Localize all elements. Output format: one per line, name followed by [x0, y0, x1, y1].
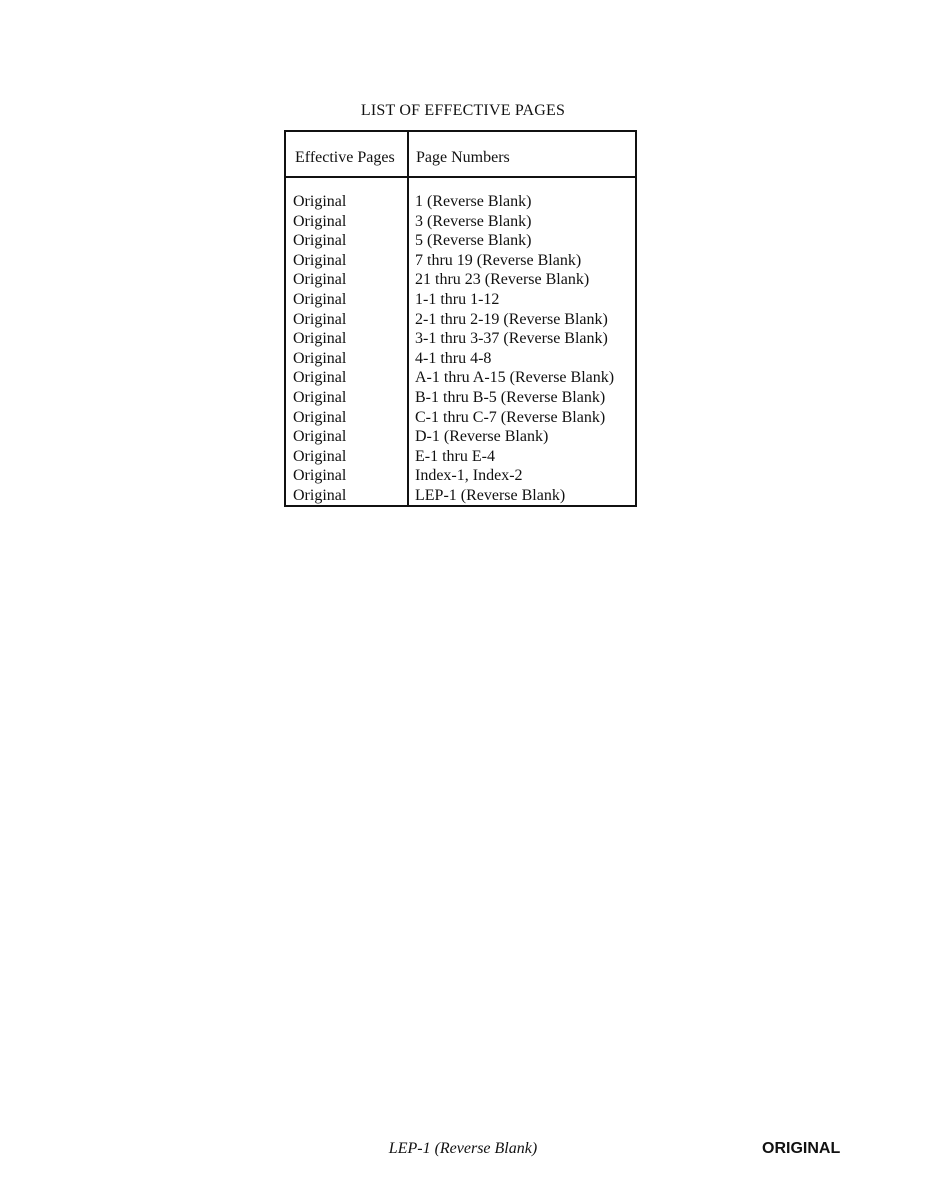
table-row	[286, 251, 635, 271]
effective-page-cell: Original	[293, 369, 347, 387]
table-row	[286, 231, 635, 251]
page-numbers-cell: D-1 (Reverse Blank)	[415, 428, 549, 446]
effective-page-cell: Original	[293, 486, 347, 504]
page-numbers-cell: 21 thru 23 (Reverse Blank)	[415, 271, 590, 289]
table-row	[286, 290, 635, 310]
header-page-numbers: Page Numbers	[416, 149, 510, 166]
page-numbers-cell: A-1 thru A-15 (Reverse Blank)	[415, 369, 615, 387]
footer-page-label: LEP-1 (Reverse Blank)	[388, 1140, 538, 1157]
effective-page-cell: Original	[293, 447, 347, 465]
effective-page-cell: Original	[293, 232, 347, 250]
table-row	[286, 192, 635, 212]
page-numbers-cell: 3 (Reverse Blank)	[415, 212, 532, 230]
table-row	[286, 212, 635, 232]
effective-page-cell: Original	[293, 467, 347, 485]
table-row	[286, 486, 635, 506]
page-numbers-cell: 1 (Reverse Blank)	[415, 193, 532, 210]
header-divider	[286, 176, 635, 178]
page-title: LIST OF EFFECTIVE PAGES	[360, 102, 566, 119]
page-numbers-cell: 5 (Reverse Blank)	[415, 232, 532, 250]
effective-page-cell: Original	[293, 290, 347, 308]
effective-page-cell: Original	[293, 212, 347, 230]
table-row	[286, 270, 635, 290]
page-numbers-cell: 1-1 thru 1-12	[415, 290, 500, 308]
table-body	[286, 192, 635, 506]
page-numbers-cell: Index-1, Index-2	[415, 467, 523, 485]
effective-page-cell: Original	[293, 251, 347, 269]
table-row	[286, 466, 635, 486]
table-row	[286, 368, 635, 388]
effective-page-cell: Original	[293, 428, 347, 446]
page-numbers-cell: B-1 thru B-5 (Reverse Blank)	[415, 388, 606, 406]
table-row	[286, 427, 635, 447]
page-numbers-cell: E-1 thru E-4	[415, 447, 495, 465]
table-row	[286, 310, 635, 330]
table-row	[286, 329, 635, 349]
page-numbers-cell: 7 thru 19 (Reverse Blank)	[415, 251, 582, 269]
effective-page-cell: Original	[293, 193, 347, 210]
table-row	[286, 408, 635, 428]
footer-status: ORIGINAL	[762, 1140, 841, 1157]
page-numbers-cell: 4-1 thru 4-8	[415, 349, 492, 367]
table-row	[286, 349, 635, 369]
table-row	[286, 388, 635, 408]
header-effective-pages: Effective Pages	[295, 149, 395, 166]
effective-page-cell: Original	[293, 310, 347, 328]
effective-page-cell: Original	[293, 388, 347, 406]
table-row	[286, 447, 635, 467]
effective-page-cell: Original	[293, 349, 347, 367]
effective-page-cell: Original	[293, 330, 347, 348]
page-numbers-cell: LEP-1 (Reverse Blank)	[415, 486, 566, 504]
effective-pages-table	[284, 130, 637, 507]
effective-page-cell: Original	[293, 271, 347, 289]
page-numbers-cell: 2-1 thru 2-19 (Reverse Blank)	[415, 310, 608, 328]
effective-page-cell: Original	[293, 408, 347, 426]
page-numbers-cell: C-1 thru C-7 (Reverse Blank)	[415, 408, 606, 426]
page-numbers-cell: 3-1 thru 3-37 (Reverse Blank)	[415, 330, 608, 348]
